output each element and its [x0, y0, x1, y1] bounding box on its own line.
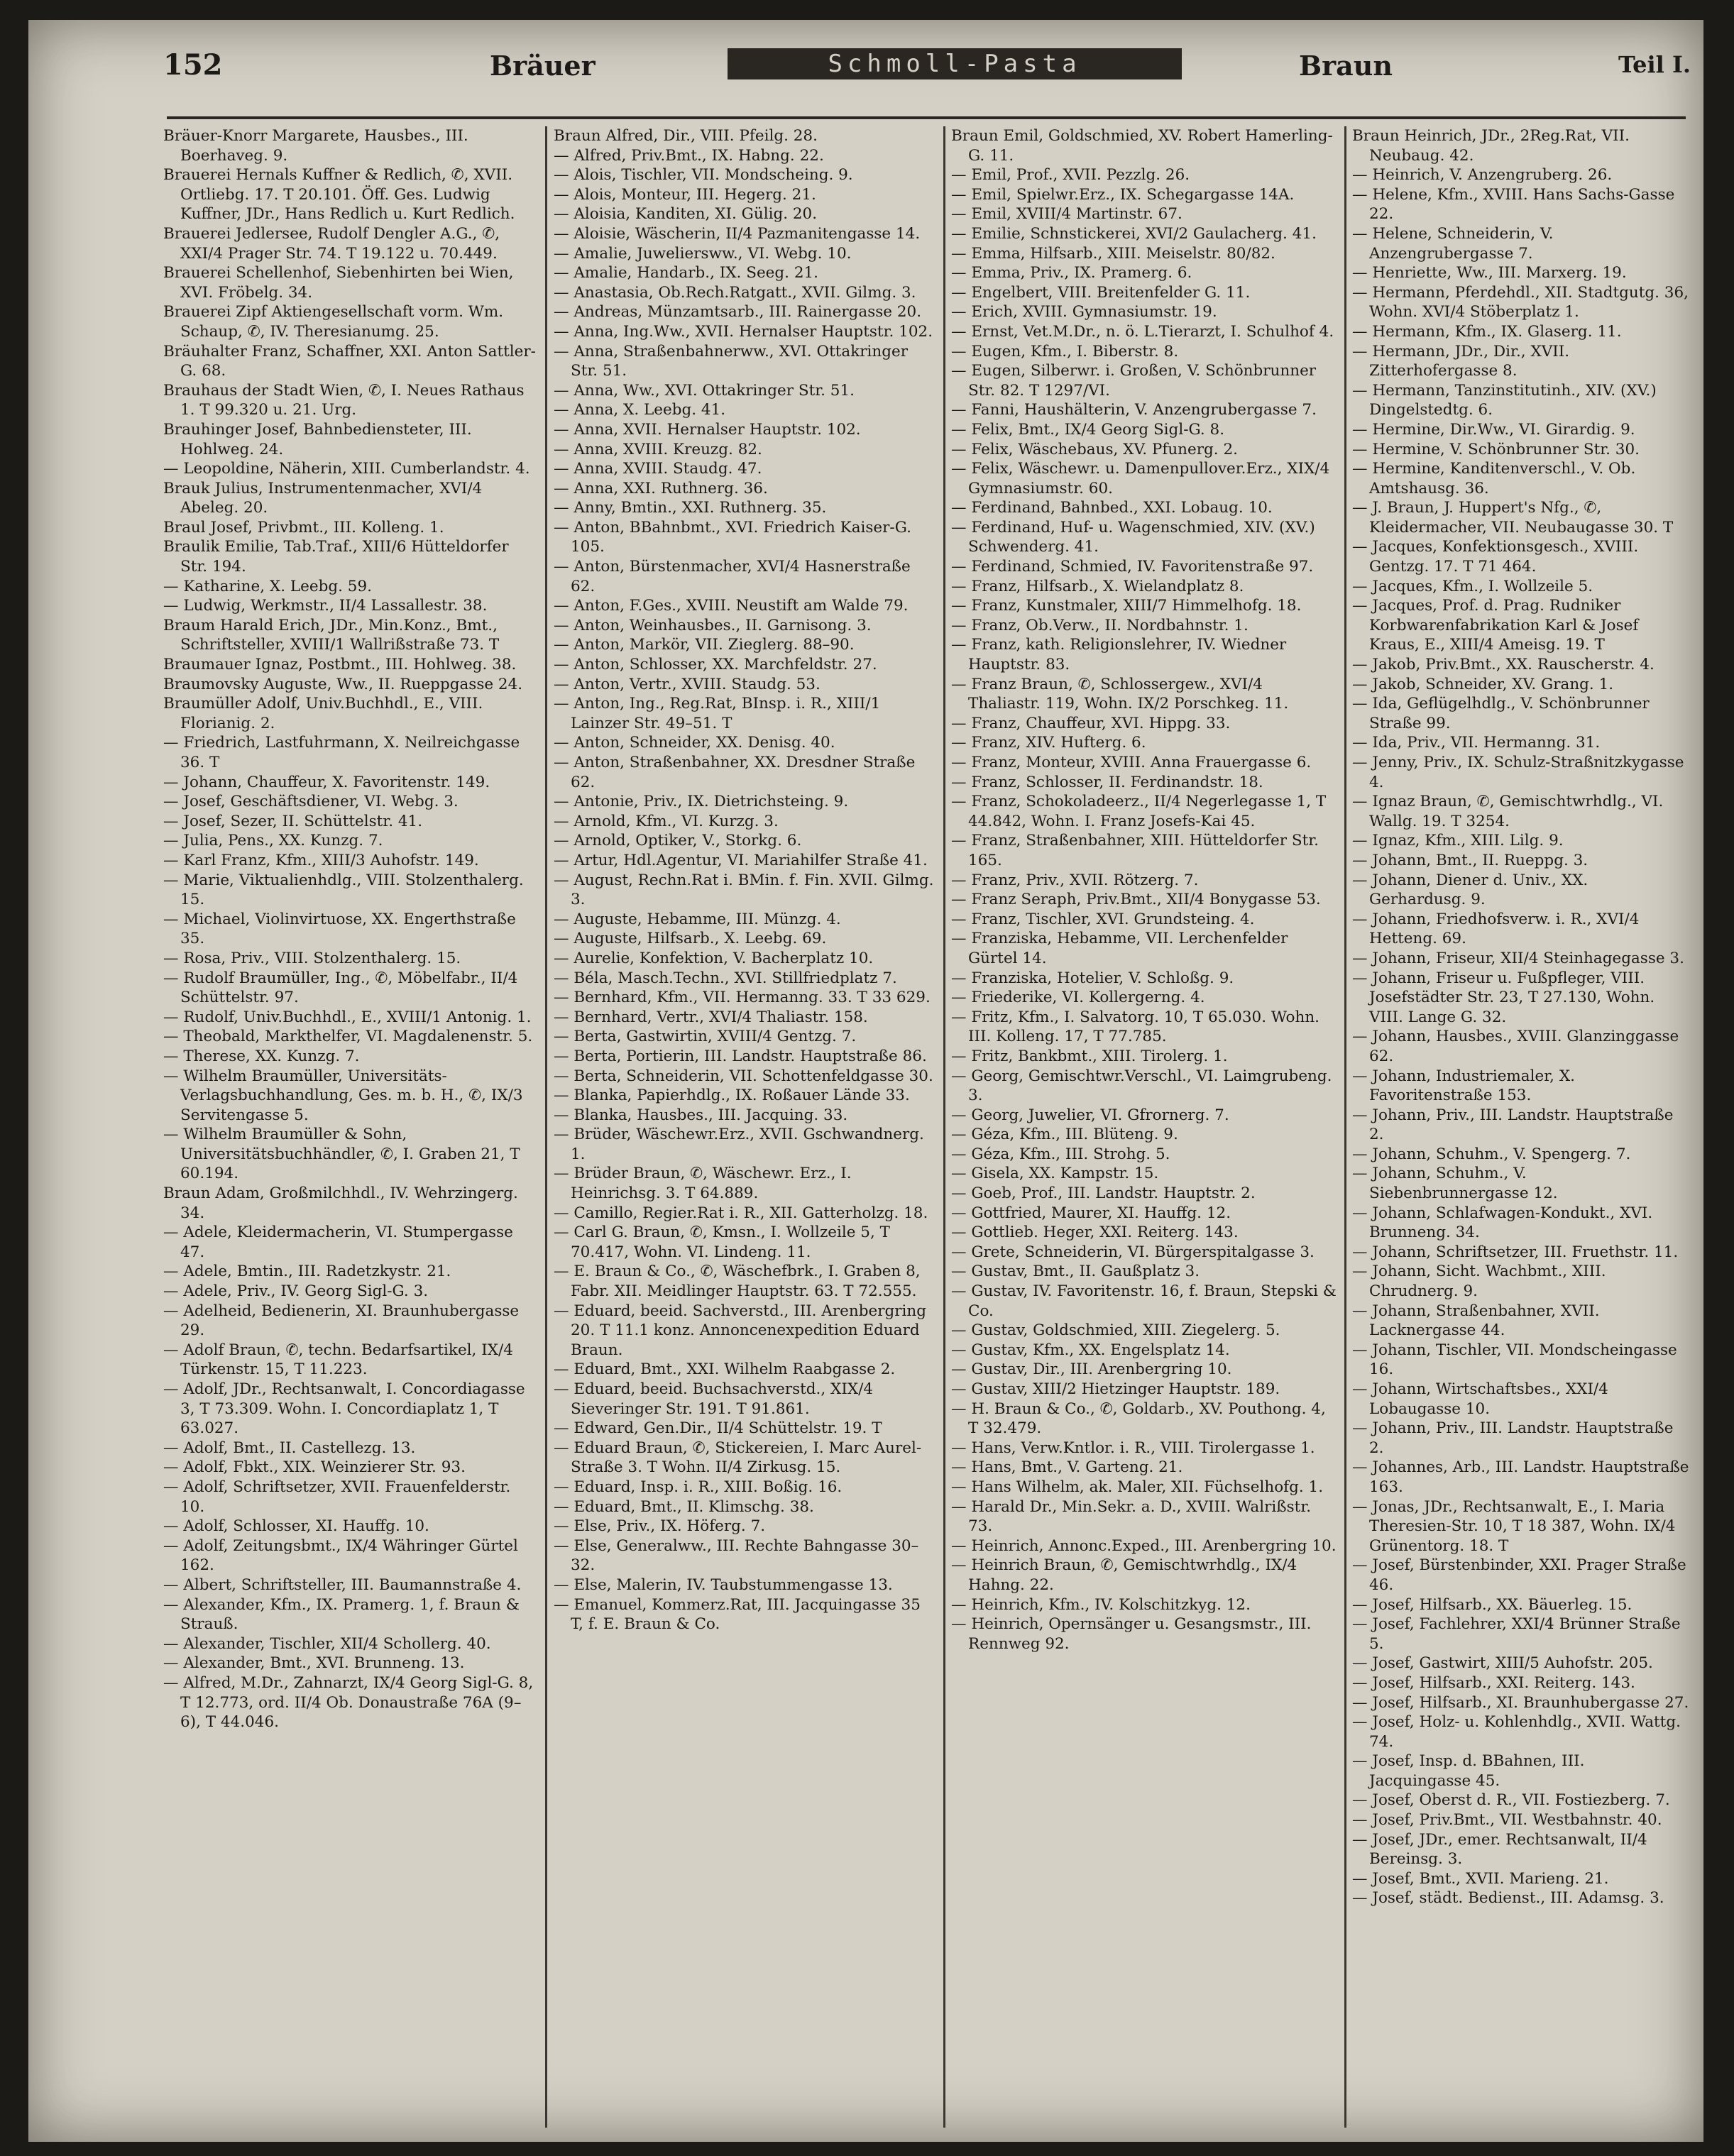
directory-entry: Braun Adam, Großmilchhdl., IV. Wehrzingerg. 34. [163, 1184, 518, 1222]
directory-entry: — Franz, kath. Religionslehrer, IV. Wiedner Hauptstr. 83. [951, 636, 1287, 674]
directory-entry: — Anton, Weinhausbes., II. Garnisong. 3. [554, 616, 872, 634]
directory-entry: — Johann, Diener d. Univ., XX. Gerhardusg. 9. [1352, 871, 1588, 909]
directory-entry: Braumovsky Auguste, Ww., II. Rueppgasse 24. [163, 675, 523, 693]
directory-entry: — Katharine, X. Leebg. 59. [163, 577, 372, 595]
directory-entry: — Josef, Gastwirt, XIII/5 Auhofstr. 205. [1352, 1654, 1653, 1673]
directory-entry: — J. Braun, J. Huppert's Nfg., ✆, Kleidermacher, VII. Neubaugasse 30. T [1352, 499, 1674, 537]
directory-entry: — Alfred, M.Dr., Zahnarzt, IX/4 Georg Sigl-G. 8, T 12.773, ord. II/4 Ob. Donaustraße 76A (9–6), T 44.046. [163, 1673, 534, 1732]
directory-entry: — Hermine, Kanditenverschl., V. Ob. Amtshausg. 36. [1352, 460, 1636, 497]
directory-entry: — Franz, Straßenbahner, XIII. Hütteldorfer Str. 165. [951, 832, 1319, 869]
directory-entry: — Josef, Insp. d. BBahnen, III. Jacquingasse 45. [1352, 1752, 1585, 1790]
directory-entry: — Fritz, Bankbmt., XIII. Tirolerg. 1. [951, 1047, 1228, 1065]
directory-entry: — Ida, Geflügelhdlg., V. Schönbrunner Straße 99. [1352, 695, 1650, 732]
directory-entry: — Eduard, Bmt., II. Klimschg. 38. [554, 1497, 814, 1516]
directory-entry: Brauerei Hernals Kuffner & Redlich, ✆, XVII. Ortliebg. 17. T 20.101. Öff. Ges. Ludwig Kuffner, JDr., Hans Redlich u. Kurt Redlich. [163, 166, 515, 224]
directory-entry: — Ferdinand, Huf- u. Wagenschmied, XIV. (XV.) Schwenderg. 41. [951, 518, 1315, 556]
part-label: Teil I. [1618, 51, 1691, 78]
directory-entry: — Friederike, VI. Kollergerng. 4. [951, 989, 1205, 1007]
directory-entry: — Hans Wilhelm, ak. Maler, XII. Füchselhofg. 1. [951, 1478, 1324, 1496]
directory-entry: — Gottfried, Maurer, XI. Hauffg. 12. [951, 1204, 1231, 1222]
directory-entry: Bräuer-Knorr Margarete, Hausbes., III. Boerhaveg. 9. [163, 127, 468, 165]
directory-entry: — Henriette, Ww., III. Marxerg. 19. [1352, 264, 1627, 282]
directory-entry: — Fritz, Kfm., I. Salvatorg. 10, T 65.030. Wohn. III. Kolleng. 17, T 77.785. [951, 1008, 1320, 1046]
directory-entry: — Engelbert, VIII. Breitenfelder G. 11. [951, 283, 1251, 302]
directory-entry: — Bernhard, Vertr., XVI/4 Thaliastr. 158. [554, 1008, 868, 1026]
directory-entry: — Blanka, Hausbes., III. Jacquing. 33. [554, 1106, 848, 1124]
directory-entry: — Franz, Kunstmaler, XIII/7 Himmelhofg. 18. [951, 597, 1302, 615]
directory-entry: Braumüller Adolf, Univ.Buchhdl., E., VIII. Florianig. 2. [163, 695, 483, 732]
directory-entry: Braun Emil, Goldschmied, XV. Robert Hamerling-G. 11. [951, 127, 1333, 165]
directory-entry: — Franziska, Hotelier, V. Schloßg. 9. [951, 969, 1234, 987]
directory-entry: — Franz, Chauffeur, XVI. Hippg. 33. [951, 714, 1231, 732]
directory-entry: — Emil, Spielwr.Erz., IX. Schegargasse 14A. [951, 185, 1295, 204]
directory-entry: — Gustav, IV. Favoritenstr. 16, f. Braun, Stepski & Co. [951, 1282, 1337, 1320]
directory-entry: — Anton, Ing., Reg.Rat, BInsp. i. R., XIII/1 Lainzer Str. 49–51. T [554, 695, 881, 732]
directory-entry: — H. Braun & Co., ✆, Goldarb., XV. Pouthong. 4, T 32.479. [951, 1399, 1326, 1438]
directory-entry: — Berta, Schneiderin, VII. Schottenfeldgasse 30. [554, 1067, 933, 1085]
directory-entry: — Anna, XVII. Hernalser Hauptstr. 102. [554, 420, 861, 439]
directory-entry: — Gustav, Kfm., XX. Engelsplatz 14. [951, 1341, 1230, 1359]
directory-entry: — Josef, Geschäftsdiener, VI. Webg. 3. [163, 793, 459, 811]
directory-entry: — Jonas, JDr., Rechtsanwalt, E., I. Maria Theresien-Str. 10, T 18 387, Wohn. IX/4 Grünentorg. 18. T [1352, 1497, 1676, 1555]
directory-entry: — Anna, XVIII. Kreuzg. 82. [554, 440, 762, 458]
directory-entry: — Heinrich, Annonc.Exped., III. Arenbergring 10. [951, 1536, 1337, 1555]
directory-entry: — Adele, Bmtin., III. Radetzkystr. 21. [163, 1263, 451, 1281]
header-advertisement: Schmoll-Pasta [728, 48, 1182, 79]
running-head-left: Bräuer [490, 50, 596, 82]
directory-entry: — Heinrich, V. Anzengruberg. 26. [1352, 166, 1613, 185]
directory-entry: — Ignaz, Kfm., XIII. Lilg. 9. [1352, 832, 1564, 850]
directory-entry: — Auguste, Hilfsarb., X. Leebg. 69. [554, 930, 827, 948]
directory-column-4 [1352, 126, 1689, 2135]
directory-entry: — Felix, Wäschewr. u. Damenpullover.Erz., XIX/4 Gymnasiumstr. 60. [951, 460, 1330, 497]
directory-entry: — Hermann, Pferdehdl., XII. Stadtgutg. 36, Wohn. XVI/4 Stöberplatz 1. [1352, 283, 1689, 321]
directory-entry: — Alexander, Bmt., XVI. Brunneng. 13. [163, 1654, 465, 1673]
directory-entry: — Marie, Viktualienhdlg., VIII. Stolzenthalerg. 15. [163, 871, 524, 909]
directory-entry: — Helene, Kfm., XVIII. Hans Sachs-Gasse 22. [1352, 185, 1675, 224]
directory-entry: — Alois, Monteur, III. Hegerg. 21. [554, 185, 816, 204]
directory-entry: — Jakob, Schneider, XV. Grang. 1. [1352, 675, 1614, 693]
directory-entry: — Bernhard, Kfm., VII. Hermanng. 33. T 33 629. [554, 989, 931, 1007]
directory-entry: — Eugen, Silberwr. i. Großen, V. Schönbrunner Str. 82. T 1297/VI. [951, 362, 1317, 400]
directory-entry: — Johann, Sicht. Wachbmt., XIII. Chrudnerg. 9. [1352, 1263, 1606, 1301]
directory-entry: — Josef, Bürstenbinder, XXI. Prager Straße 46. [1352, 1556, 1686, 1594]
directory-entry: — Josef, Sezer, II. Schüttelstr. 41. [163, 812, 423, 830]
directory-entry: — Adolf, Schlosser, XI. Hauffg. 10. [163, 1517, 429, 1536]
directory-entry: — Gustav, Dir., III. Arenbergring 10. [951, 1360, 1232, 1379]
directory-entry: — Hermann, Kfm., IX. Glaserg. 11. [1352, 322, 1622, 341]
directory-entry: — Johann, Industriemaler, X. Favoritenstraße 153. [1352, 1067, 1575, 1105]
directory-entry: — Felix, Wäschebaus, XV. Pfunerg. 2. [951, 440, 1238, 458]
directory-entry: — Eduard Braun, ✆, Stickereien, I. Marc Aurel-Straße 3. T Wohn. II/4 Zirkusg. 15. [554, 1439, 922, 1477]
directory-entry: — Emil, Prof., XVII. Pezzlg. 26. [951, 166, 1190, 185]
directory-entry: Braumauer Ignaz, Postbmt., III. Hohlweg. 38. [163, 656, 517, 674]
directory-entry: — Josef, Bmt., XVII. Marieng. 21. [1352, 1869, 1609, 1888]
directory-entry: — Artur, Hdl.Agentur, VI. Mariahilfer Straße 41. [554, 851, 928, 869]
directory-entry: — Jacques, Kfm., I. Wollzeile 5. [1352, 577, 1593, 595]
directory-entry: — Johann, Schuhm., V. Spengerg. 7. [1352, 1145, 1631, 1163]
column-divider [1344, 126, 1346, 2128]
directory-entry: — Jacques, Prof. d. Prag. Rudniker Korbwarenfabrikation Karl & Josef Kraus, E., XIII/4 Ameisg. 19. T [1352, 597, 1639, 654]
directory-entry: — Anny, Bmtin., XXI. Ruthnerg. 35. [554, 499, 827, 517]
directory-entry: — Rudolf, Univ.Buchhdl., E., XVIII/1 Antonig. 1. [163, 1008, 532, 1026]
directory-entry: — Else, Malerin, IV. Taubstummengasse 13. [554, 1575, 893, 1594]
directory-entry: — Edward, Gen.Dir., II/4 Schüttelstr. 19. T [554, 1419, 882, 1438]
directory-entry: — Anna, Ing.Ww., XVII. Hernalser Hauptstr. 102. [554, 322, 933, 341]
directory-entry: — Anna, Straßenbahnerww., XVI. Ottakringer Str. 51. [554, 342, 908, 380]
directory-entry: — Eduard, beeid. Buchsachverstd., XIX/4 Sieveringer Str. 191. T 91.861. [554, 1380, 874, 1418]
directory-entry: — Johann, Hausbes., XVIII. Glanzinggasse 62. [1352, 1028, 1679, 1065]
directory-entry: — Josef, städt. Bedienst., III. Adamsg. 3. [1352, 1889, 1664, 1908]
directory-entry: — Franz, Monteur, XVIII. Anna Frauergasse 6. [951, 754, 1312, 771]
directory-entry: — Ernst, Vet.M.Dr., n. ö. L.Tierarzt, I. Schulhof 4. [951, 322, 1334, 341]
directory-entry: — Anna, XXI. Ruthnerg. 36. [554, 479, 768, 497]
directory-entry: — Franz, XIV. Hufterg. 6. [951, 734, 1146, 752]
directory-entry: — Johann, Chauffeur, X. Favoritenstr. 149. [163, 773, 490, 791]
page-header [28, 20, 1703, 98]
header-rule [167, 116, 1686, 119]
directory-entry: — Anton, Schlosser, XX. Marchfeldstr. 27. [554, 656, 877, 674]
directory-entry: — Franz Braun, ✆, Schlossergew., XVI/4 Thaliastr. 119, Wohn. IX/2 Porschkeg. 11. [951, 675, 1289, 713]
directory-entry: — Géza, Kfm., III. Blüteng. 9. [951, 1126, 1178, 1144]
directory-entry: — Jacques, Konfektionsgesch., XVIII. Gentzg. 17. T 71 464. [1352, 538, 1639, 576]
directory-entry: Brauk Julius, Instrumentenmacher, XVI/4 Abeleg. 20. [163, 479, 483, 517]
directory-entry: — Johann, Priv., III. Landstr. Hauptstraße 2. [1352, 1419, 1674, 1457]
directory-entry: — Eduard, Insp. i. R., XIII. Boßig. 16. [554, 1478, 843, 1496]
directory-entry: — Gustav, Goldschmied, XIII. Ziegelerg. 5. [951, 1321, 1280, 1340]
directory-entry: — Jenny, Priv., IX. Schulz-Straßnitzkygasse 4. [1352, 754, 1684, 791]
directory-entry: — Carl G. Braun, ✆, Kmsn., I. Wollzeile 5, T 70.417, Wohn. VI. Lindeng. 11. [554, 1223, 890, 1261]
directory-entry: — Johann, Straßenbahner, XVII. Lacknergasse 44. [1352, 1302, 1600, 1340]
directory-entry: — Friedrich, Lastfuhrmann, X. Neilreichgasse 36. T [163, 734, 520, 771]
directory-entry: — Hermann, Tanzinstitutinh., XIV. (XV.) Dingelstedtg. 6. [1352, 381, 1657, 419]
directory-entry: — Arnold, Kfm., VI. Kurzg. 3. [554, 812, 779, 830]
column-divider [943, 126, 945, 2128]
directory-entry: — Johann, Schriftsetzer, III. Fruethstr. 11. [1352, 1243, 1679, 1261]
directory-entry: — Johann, Schlafwagen-Kondukt., XVI. Brunneng. 34. [1352, 1204, 1653, 1242]
directory-entry: Braun Alfred, Dir., VIII. Pfeilg. 28. [554, 127, 818, 145]
directory-entry: — Johann, Schuhm., V. Siebenbrunnergasse 12. [1352, 1165, 1558, 1203]
directory-entry: — Franz, Schokoladeerz., II/4 Negerlegasse 1, T 44.842, Wohn. I. Franz Josefs-Kai 45. [951, 793, 1327, 830]
directory-entry: Brauhaus der Stadt Wien, ✆, I. Neues Rathaus 1. T 99.320 u. 21. Urg. [163, 381, 525, 419]
directory-entry: Bräuhalter Franz, Schaffner, XXI. Anton Sattler-G. 68. [163, 342, 536, 380]
directory-entry: — Harald Dr., Min.Sekr. a. D., XVIII. Walrißstr. 73. [951, 1497, 1312, 1536]
directory-entry: — Else, Generalww., III. Rechte Bahngasse 30–32. [554, 1536, 919, 1575]
directory-entry: — Aloisie, Wäscherin, II/4 Pazmanitengasse 14. [554, 224, 921, 243]
directory-entry: — Georg, Juwelier, VI. Gfrornerg. 7. [951, 1106, 1229, 1124]
directory-entry: — Ludwig, Werkmstr., II/4 Lassallestr. 38. [163, 597, 488, 615]
directory-entry: — Anna, Ww., XVI. Ottakringer Str. 51. [554, 381, 855, 400]
directory-entry: Brauerei Jedlersee, Rudolf Dengler A.G., ✆, XXI/4 Prager Str. 74. T 19.122 u. 70.449. [163, 224, 500, 263]
directory-entry: — Gisela, XX. Kampstr. 15. [951, 1165, 1159, 1183]
directory-entry: — Franz, Tischler, XVI. Grundsteing. 4. [951, 910, 1255, 928]
directory-entry: — Hans, Verw.Kntlor. i. R., VIII. Tirolergasse 1. [951, 1439, 1315, 1457]
directory-entry: — Johann, Tischler, VII. Mondscheingasse 16. [1352, 1341, 1677, 1379]
directory-entry: — Adele, Priv., IV. Georg Sigl-G. 3. [163, 1282, 429, 1301]
directory-entry: — Rudolf Braumüller, Ing., ✆, Möbelfabr., II/4 Schüttelstr. 97. [163, 969, 518, 1007]
directory-entry: — Alexander, Kfm., IX. Pramerg. 1, f. Braun & Strauß. [163, 1595, 520, 1634]
directory-entry: — Adele, Kleidermacherin, VI. Stumpergasse 47. [163, 1223, 513, 1261]
running-head-right: Braun [1299, 50, 1393, 82]
directory-entry: — Johann, Wirtschaftsbes., XXI/4 Lobaugasse 10. [1352, 1380, 1608, 1418]
directory-entry: — Emilie, Schnstickerei, XVI/2 Gaulacherg. 41. [951, 224, 1317, 243]
directory-entry: — Aloisia, Kanditen, XI. Gülig. 20. [554, 205, 818, 224]
directory-entry: — August, Rechn.Rat i. BMin. f. Fin. XVII. Gilmg. 3. [554, 871, 934, 909]
directory-entry: — Brüder, Wäschewr.Erz., XVII. Gschwandnerg. 1. [554, 1126, 924, 1163]
directory-entry: — Josef, Hilfsarb., XX. Bäuerleg. 15. [1352, 1595, 1633, 1614]
directory-entry: — Johann, Friedhofsverw. i. R., XVI/4 Hetteng. 69. [1352, 910, 1640, 948]
directory-entry: — Josef, Hilfsarb., XI. Braunhubergasse 27. [1352, 1693, 1689, 1712]
directory-entry: — Franz, Hilfsarb., X. Wielandplatz 8. [951, 577, 1244, 595]
directory-entry: — Heinrich Braun, ✆, Gemischtwrhdlg., IX/4 Hahng. 22. [951, 1556, 1297, 1594]
directory-entry: — Andreas, Münzamtsarb., III. Rainergasse 20. [554, 303, 922, 321]
directory-entry: — Amalie, Handarb., IX. Seeg. 21. [554, 264, 819, 282]
directory-entry: — Emil, XVIII/4 Martinstr. 67. [951, 205, 1182, 224]
directory-entry: Brauerei Zipf Aktiengesellschaft vorm. Wm. Schaup, ✆, IV. Theresianumg. 25. [163, 303, 504, 341]
directory-entry: — Adolf, Bmt., II. Castellezg. 13. [163, 1439, 416, 1457]
directory-entry: — Josef, JDr., emer. Rechtsanwalt, II/4 Bereinsg. 3. [1352, 1830, 1647, 1869]
directory-entry: — Heinrich, Kfm., IV. Kolschitzkyg. 12. [951, 1595, 1251, 1614]
directory-entry: — Aurelie, Konfektion, V. Bacherplatz 10. [554, 949, 874, 967]
directory-entry: — Ferdinand, Schmied, IV. Favoritenstraße 97. [951, 558, 1314, 576]
directory-entry: — Goeb, Prof., III. Landstr. Hauptstr. 2. [951, 1184, 1256, 1203]
directory-entry: — Karl Franz, Kfm., XIII/3 Auhofstr. 149. [163, 851, 479, 869]
directory-entry: — Emma, Priv., IX. Pramerg. 6. [951, 264, 1192, 282]
directory-entry: — Hans, Bmt., V. Garteng. 21. [951, 1458, 1183, 1477]
column-divider [545, 126, 547, 2128]
directory-entry: — Johann, Friseur u. Fußpfleger, VIII. Josefstädter Str. 23, T 27.130, Wohn. VIII. Lange G. 32. [1352, 969, 1655, 1026]
directory-entry: — Anton, Bürstenmacher, XVI/4 Hasnerstraße 62. [554, 558, 911, 595]
directory-entry: — Gustav, Bmt., II. Gaußplatz 3. [951, 1263, 1200, 1281]
directory-entry: — Johannes, Arb., III. Landstr. Hauptstraße 163. [1352, 1458, 1689, 1496]
directory-entry: — Anton, BBahnbmt., XVI. Friedrich Kaiser-G. 105. [554, 518, 911, 556]
directory-entry: — Anastasia, Ob.Rech.Ratgatt., XVII. Gilmg. 3. [554, 283, 916, 302]
directory-entry: — Adolf, JDr., Rechtsanwalt, I. Concordiagasse 3, T 73.309. Wohn. I. Concordiaplatz 1, T 63.027. [163, 1380, 525, 1438]
directory-entry: — Jakob, Priv.Bmt., XX. Rauscherstr. 4. [1352, 656, 1655, 674]
directory-entry: — Gustav, XIII/2 Hietzinger Hauptstr. 189. [951, 1380, 1280, 1398]
directory-entry: — E. Braun & Co., ✆, Wäschefbrk., I. Graben 8, Fabr. XII. Meidlinger Hauptstr. 63. T 72.555. [554, 1263, 921, 1301]
directory-page [28, 20, 1703, 2142]
directory-entry: — Rosa, Priv., VIII. Stolzenthalerg. 15. [163, 949, 461, 967]
directory-entry: Braum Harald Erich, JDr., Min.Konz., Bmt., Schriftsteller, XVIII/1 Wallrißstraße 73. T [163, 616, 500, 654]
directory-entry: — Alfred, Priv.Bmt., IX. Habng. 22. [554, 146, 824, 165]
directory-entry: — Anna, XVIII. Staudg. 47. [554, 460, 762, 478]
directory-entry: — Else, Priv., IX. Höferg. 7. [554, 1517, 766, 1536]
directory-entry: — Auguste, Hebamme, III. Münzg. 4. [554, 910, 841, 928]
directory-entry: — Josef, Priv.Bmt., VII. Westbahnstr. 40. [1352, 1811, 1662, 1830]
directory-entry: — Emma, Hilfsarb., XIII. Meiselstr. 80/82. [951, 244, 1275, 263]
directory-entry: — Eduard, Bmt., XXI. Wilhelm Raabgasse 2. [554, 1360, 896, 1379]
directory-entry: — Camillo, Regier.Rat i. R., XII. Gatterholzg. 18. [554, 1204, 928, 1222]
directory-entry: — Johann, Bmt., II. Rueppg. 3. [1352, 851, 1588, 869]
directory-entry: — Grete, Schneiderin, VI. Bürgerspitalgasse 3. [951, 1243, 1315, 1261]
directory-entry: — Michael, Violinvirtuose, XX. Engerthstraße 35. [163, 910, 516, 948]
directory-entry: — Wilhelm Braumüller, Universitäts-Verlagsbuchhandlung, Ges. m. b. H., ✆, IX/3 Servitengasse 5. [163, 1067, 523, 1124]
directory-entry: — Fanni, Haushälterin, V. Anzengrubergasse 7. [951, 401, 1317, 419]
directory-entry: — Anton, Schneider, XX. Denisg. 40. [554, 734, 835, 752]
directory-entry: — Adolf Braun, ✆, techn. Bedarfsartikel, IX/4 Türkenstr. 15, T 11.223. [163, 1341, 513, 1379]
directory-entry: — Franz, Schlosser, II. Ferdinandstr. 18. [951, 773, 1263, 791]
directory-entry: — Géza, Kfm., III. Strohg. 5. [951, 1145, 1170, 1163]
directory-entry: — Anton, F.Ges., XVIII. Neustift am Walde 79. [554, 597, 909, 615]
directory-entry: — Adolf, Fbkt., XIX. Weinzierer Str. 93. [163, 1458, 466, 1477]
directory-entry: — Berta, Gastwirtin, XVIII/4 Gentzg. 7. [554, 1028, 857, 1046]
directory-entry: — Johann, Friseur, XII/4 Steinhagegasse 3. [1352, 949, 1684, 967]
directory-entry: — Eduard, beeid. Sachverstd., III. Arenbergring 20. T 11.1 konz. Annoncenexpedition Eduard Braun. [554, 1302, 927, 1359]
directory-entry: — Anna, X. Leebg. 41. [554, 401, 726, 419]
directory-entry: — Julia, Pens., XX. Kunzg. 7. [163, 832, 383, 850]
directory-entry: — Josef, Fachlehrer, XXI/4 Brünner Straße 5. [1352, 1615, 1681, 1653]
directory-entry: — Franziska, Hebamme, VII. Lerchenfelder Gürtel 14. [951, 930, 1288, 967]
directory-entry: — Georg, Gemischtwr.Verschl., VI. Laimgrubeng. 3. [951, 1067, 1332, 1105]
directory-entry: — Franz, Ob.Verw., II. Nordbahnstr. 1. [951, 616, 1249, 634]
directory-entry: — Franz Seraph, Priv.Bmt., XII/4 Bonygasse 53. [951, 891, 1321, 909]
directory-entry: Brauhinger Josef, Bahnbediensteter, III. Hohlweg. 24. [163, 420, 472, 458]
directory-entry: — Therese, XX. Kunzg. 7. [163, 1047, 360, 1065]
directory-entry: — Theobald, Markthelfer, VI. Magdalenenstr. 5. [163, 1028, 533, 1046]
directory-entry: Braulik Emilie, Tab.Traf., XIII/6 Hütteldorfer Str. 194. [163, 538, 509, 576]
directory-column-3 [951, 126, 1338, 2135]
directory-entry: — Hermine, Dir.Ww., VI. Girardig. 9. [1352, 420, 1635, 439]
directory-entry: — Arnold, Optiker, V., Storkg. 6. [554, 832, 802, 850]
directory-entry: — Blanka, Papierhdlg., IX. Roßauer Lände 33. [554, 1087, 910, 1105]
directory-entry: — Emanuel, Kommerz.Rat, III. Jacquingasse 35 T, f. E. Braun & Co. [554, 1595, 921, 1634]
directory-entry: — Josef, Hilfsarb., XXI. Reiterg. 143. [1352, 1673, 1635, 1692]
page-number: 152 [163, 48, 223, 82]
directory-entry: — Leopoldine, Näherin, XIII. Cumberlandstr. 4. [163, 460, 530, 478]
directory-entry: Braun Heinrich, JDr., 2Reg.Rat, VII. Neubaug. 42. [1352, 127, 1630, 165]
directory-entry: — Josef, Oberst d. R., VII. Fostiezberg. 7. [1352, 1791, 1670, 1810]
directory-entry: — Adolf, Schriftsetzer, XVII. Frauenfelderstr. 10. [163, 1478, 511, 1516]
directory-entry: — Felix, Bmt., IX/4 Georg Sigl-G. 8. [951, 420, 1225, 439]
directory-entry: — Anton, Vertr., XVIII. Staudg. 53. [554, 675, 821, 693]
directory-entry: — Alois, Tischler, VII. Mondscheing. 9. [554, 166, 853, 185]
directory-entry: — Antonie, Priv., IX. Dietrichsteing. 9. [554, 793, 849, 811]
directory-entry: — Anton, Straßenbahner, XX. Dresdner Straße 62. [554, 754, 916, 791]
directory-entry: — Anton, Markör, VII. Zieglerg. 88–90. [554, 636, 855, 654]
directory-entry: — Amalie, Juweliersww., VI. Webg. 10. [554, 244, 852, 263]
directory-entry: — Hermann, JDr., Dir., XVII. Zitterhofergasse 8. [1352, 342, 1570, 380]
directory-entry: — Adelheid, Bedienerin, XI. Braunhubergasse 29. [163, 1302, 520, 1340]
directory-entry: Braul Josef, Privbmt., III. Kolleng. 1. [163, 518, 444, 537]
directory-column-1 [163, 126, 539, 2135]
directory-entry: — Brüder Braun, ✆, Wäschewr. Erz., I. Heinrichsg. 3. T 64.889. [554, 1165, 852, 1203]
directory-entry: Brauerei Schellenhof, Siebenhirten bei Wien, XVI. Fröbelg. 34. [163, 264, 514, 302]
directory-entry: — Josef, Holz- u. Kohlenhdlg., XVII. Wattg. 74. [1352, 1713, 1681, 1751]
directory-entry: — Alexander, Tischler, XII/4 Schollerg. 40. [163, 1634, 491, 1653]
directory-entry: — Ida, Priv., VII. Hermanng. 31. [1352, 734, 1601, 752]
directory-entry: — Gottlieb. Heger, XXI. Reiterg. 143. [951, 1223, 1239, 1242]
directory-entry: — Heinrich, Opernsänger u. Gesangsmstr., III. Rennweg 92. [951, 1615, 1312, 1653]
directory-entry: — Ferdinand, Bahnbed., XXI. Lobaug. 10. [951, 499, 1273, 517]
directory-entry: — Johann, Priv., III. Landstr. Hauptstraße 2. [1352, 1106, 1674, 1144]
directory-entry: — Erich, XVIII. Gymnasiumstr. 19. [951, 303, 1217, 321]
directory-entry: — Eugen, Kfm., I. Biberstr. 8. [951, 342, 1179, 361]
directory-entry: — Berta, Portierin, III. Landstr. Hauptstraße 86. [554, 1047, 927, 1065]
directory-entry: — Adolf, Zeitungsbmt., IX/4 Währinger Gürtel 162. [163, 1536, 518, 1575]
directory-entry: — Hermine, V. Schönbrunner Str. 30. [1352, 440, 1640, 458]
directory-column-2 [554, 126, 937, 2135]
directory-entry: — Albert, Schriftsteller, III. Baumannstraße 4. [163, 1575, 522, 1594]
directory-entry: — Ignaz Braun, ✆, Gemischtwrhdlg., VI. Wallg. 19. T 3254. [1352, 793, 1664, 830]
directory-entry: — Franz, Priv., XVII. Rötzerg. 7. [951, 871, 1199, 889]
directory-entry: — Helene, Schneiderin, V. Anzengrubergasse 7. [1352, 224, 1554, 263]
directory-entry: — Wilhelm Braumüller & Sohn, Universitätsbuchhändler, ✆, I. Graben 21, T 60.194. [163, 1126, 520, 1183]
directory-entry: — Béla, Masch.Techn., XVI. Stillfriedplatz 7. [554, 969, 897, 987]
